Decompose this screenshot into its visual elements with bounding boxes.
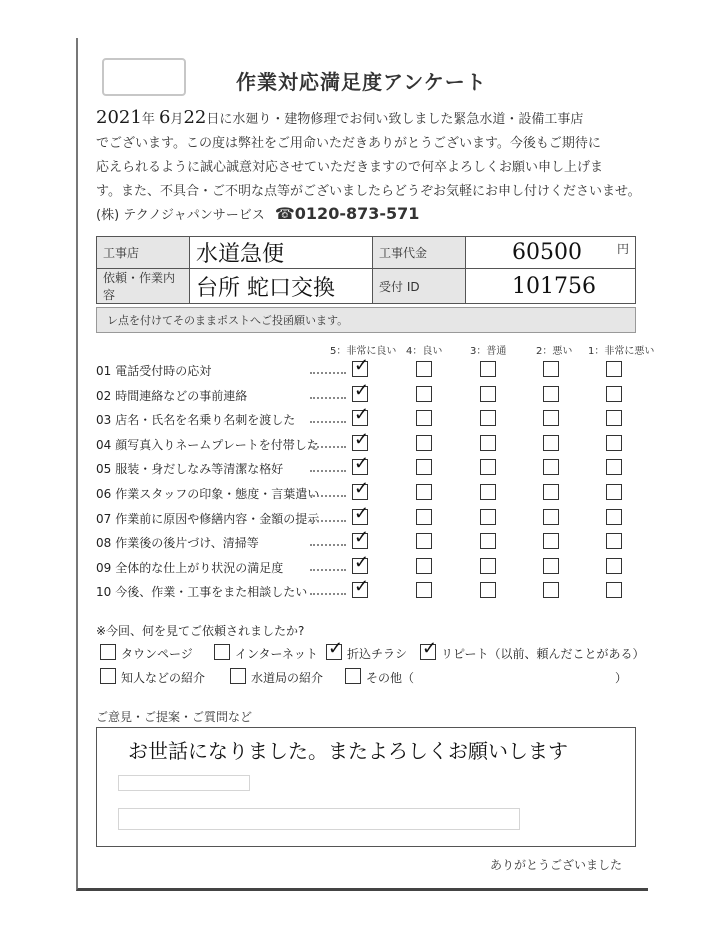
- rating-checkbox-1[interactable]: [606, 582, 622, 598]
- handwritten-day: 22: [183, 107, 207, 128]
- question-number: 08: [96, 536, 112, 551]
- rating-checkbox-4[interactable]: [416, 361, 432, 377]
- rating-check-mark: ✓: [354, 428, 370, 450]
- question-text: 作業後の後片づけ、清掃等: [115, 536, 259, 551]
- question-text: 顔写真入りネームプレートを付帯した: [115, 437, 319, 452]
- question-number: 10: [96, 585, 112, 600]
- rating-check-mark: ✓: [354, 404, 370, 426]
- question-text: 服装・身だしなみ等清潔な格好: [115, 462, 284, 477]
- leader-dots: [310, 593, 346, 595]
- rating-checkbox-2[interactable]: [543, 484, 559, 500]
- scale-3: 3：普通: [470, 346, 507, 357]
- source-checkbox-other[interactable]: [345, 668, 361, 684]
- scale-1: 1：非常に悪い: [588, 346, 655, 357]
- rating-checkbox-3[interactable]: [480, 558, 496, 574]
- intro-line-3: 応えられるように誠心誠意対応させていただきますので何卒よろしくお願い申し上げま: [96, 160, 604, 175]
- intro-text: [96, 106, 641, 204]
- id-cell[interactable]: [466, 269, 636, 304]
- intro-line-1: 2021年 6月22日に水廻り・建物修理でお伺い致しました緊急水道・設備工事店: [96, 107, 584, 128]
- id-label: 受付 ID: [373, 269, 466, 304]
- leader-dots: [310, 569, 346, 571]
- question-text: 作業前に原因や修繕内容・金額の提示: [115, 511, 320, 526]
- question-text: 全体的な仕上がり状況の満足度: [115, 560, 284, 575]
- source-checkbox-town-page[interactable]: [100, 644, 116, 660]
- intro-line-2: でございます。この度は弊社をご用命いただきありがとうございます。今後もご期待に: [96, 136, 601, 151]
- rating-checkbox-2[interactable]: [543, 361, 559, 377]
- rating-checkbox-1[interactable]: [606, 361, 622, 377]
- rating-checkbox-2[interactable]: [543, 533, 559, 549]
- phone-number: ☎0120-873-571: [274, 204, 420, 223]
- source-label-repeat: リピート（以前、頼んだことがある）: [441, 647, 645, 661]
- question-row: [96, 485, 319, 502]
- company-name: (株) テクノジャパンサービス: [96, 208, 265, 223]
- rating-checkbox-4[interactable]: [416, 509, 432, 525]
- rating-checkbox-2[interactable]: [543, 582, 559, 598]
- scale-5: 5：非常に良い: [330, 346, 397, 357]
- leader-dots: [310, 520, 346, 522]
- rating-checkbox-2[interactable]: [543, 435, 559, 451]
- source-label-town-page: タウンページ: [121, 647, 193, 661]
- rating-checkbox-4[interactable]: [416, 533, 432, 549]
- rating-checkbox-3[interactable]: [480, 361, 496, 377]
- source-label-friend: 知人などの紹介: [121, 671, 206, 685]
- rating-checkbox-2[interactable]: [543, 459, 559, 475]
- repeat-check-mark: ✓: [422, 638, 438, 659]
- rating-checkbox-1[interactable]: [606, 410, 622, 426]
- rating-check-mark: ✓: [354, 453, 370, 475]
- company-logo: [102, 58, 186, 96]
- leader-dots: [310, 470, 346, 472]
- rating-check-mark: ✓: [354, 379, 370, 401]
- rating-checkbox-4[interactable]: [416, 435, 432, 451]
- rating-check-mark: ✓: [354, 576, 370, 598]
- leader-dots: [310, 372, 346, 374]
- question-row: [96, 510, 319, 527]
- rating-checkbox-1[interactable]: [606, 484, 622, 500]
- source-label-water-bureau: 水道局の紹介: [251, 671, 324, 685]
- instruction-banner: レ点を付けてそのままポストへご投函願います。: [96, 307, 636, 333]
- question-number: 03: [96, 413, 112, 428]
- rating-checkbox-3[interactable]: [480, 435, 496, 451]
- question-row: [96, 411, 295, 428]
- faint-form-line: [118, 775, 250, 791]
- question-row: [96, 534, 259, 551]
- rating-checkbox-2[interactable]: [543, 509, 559, 525]
- id-value: 101756: [512, 273, 596, 299]
- question-number: 09: [96, 560, 112, 575]
- leader-dots: [310, 544, 346, 546]
- intro-line-4: す。また、不具合・ご不明な点等がございましたらどうぞお気軽にお申し付けくださいませ。: [96, 184, 641, 199]
- content-value[interactable]: 台所 蛇口交換: [190, 269, 373, 304]
- rating-checkbox-3[interactable]: [480, 459, 496, 475]
- cost-unit: 円: [616, 242, 629, 256]
- rating-checkbox-1[interactable]: [606, 386, 622, 402]
- rating-checkbox-3[interactable]: [480, 410, 496, 426]
- rating-check-mark: ✓: [354, 478, 370, 499]
- question-text: 店名・氏名を名乗り名刺を渡した: [115, 413, 296, 428]
- handwritten-comment: お世話になりました。またよろしくお願いします: [128, 739, 568, 763]
- rating-checkbox-4[interactable]: [416, 484, 432, 500]
- question-text: 電話受付時の応対: [115, 364, 212, 378]
- comment-title: ご意見・ご提案・ご質問など: [96, 710, 253, 724]
- question-number: 02: [96, 388, 112, 403]
- cost-label: 工事代金: [373, 237, 466, 269]
- rating-checkbox-3[interactable]: [480, 533, 496, 549]
- source-label-flyer: 折込チラシ: [347, 647, 408, 661]
- source-other-close: ）: [615, 671, 628, 685]
- source-checkbox-water-bureau[interactable]: [230, 668, 246, 684]
- leader-dots: [310, 495, 346, 497]
- source-checkbox-friend[interactable]: [100, 668, 116, 684]
- faint-form-line: [118, 808, 520, 830]
- rating-checkbox-2[interactable]: [543, 558, 559, 574]
- rating-checkbox-4[interactable]: [416, 410, 432, 426]
- rating-checkbox-3[interactable]: [480, 582, 496, 598]
- scale-2: 2：悪い: [536, 346, 573, 357]
- rating-checkbox-1[interactable]: [606, 435, 622, 451]
- shop-value[interactable]: 水道急便: [190, 237, 373, 269]
- survey-title: 作業対応満足度アンケート: [236, 70, 487, 94]
- cost-value: 60500: [512, 240, 582, 265]
- rating-checkbox-1[interactable]: [606, 509, 622, 525]
- source-label-internet: インターネット: [235, 647, 318, 661]
- rating-checkbox-4[interactable]: [416, 459, 432, 475]
- cost-cell[interactable]: [466, 237, 636, 269]
- question-row: [96, 387, 247, 404]
- shop-label: 工事店: [97, 237, 190, 269]
- question-number: 04: [96, 437, 112, 452]
- source-question: ※今回、何を見てご依頼されましたか?: [96, 624, 305, 638]
- rating-checkbox-3[interactable]: [480, 484, 496, 500]
- rating-checkbox-1[interactable]: [606, 558, 622, 574]
- question-text: 作業スタッフの印象・態度・言葉遣い: [115, 487, 320, 501]
- leader-dots: [310, 397, 346, 399]
- question-row: [96, 559, 283, 576]
- company-contact: [96, 204, 419, 223]
- rating-checkbox-4[interactable]: [416, 386, 432, 402]
- rating-check-mark: ✓: [354, 527, 370, 549]
- rating-check-mark: ✓: [354, 551, 370, 573]
- handwritten-year: 2021: [96, 107, 142, 128]
- rating-checkbox-4[interactable]: [416, 582, 432, 598]
- question-row: [96, 362, 211, 379]
- rating-checkbox-3[interactable]: [480, 509, 496, 525]
- rating-checkbox-3[interactable]: [480, 386, 496, 402]
- rating-check-mark: ✓: [354, 502, 370, 524]
- question-number: 05: [96, 462, 112, 477]
- content-label: 依頼・作業内容: [97, 269, 190, 304]
- rating-checkbox-2[interactable]: [543, 386, 559, 402]
- rating-check-mark: ✓: [354, 355, 370, 376]
- question-text: 時間連絡などの事前連絡: [115, 388, 248, 403]
- leader-dots: [310, 446, 346, 448]
- job-info-table: [96, 236, 636, 304]
- leader-dots: [310, 421, 346, 423]
- scale-4: 4：良い: [406, 346, 443, 357]
- handwritten-month: 6: [158, 107, 171, 128]
- question-number: 06: [96, 487, 112, 501]
- rating-checkbox-1[interactable]: [606, 533, 622, 549]
- question-row: [96, 460, 283, 477]
- question-text: 今後、作業・工事をまた相談したい: [115, 585, 308, 600]
- rating-checkbox-4[interactable]: [416, 558, 432, 574]
- rating-checkbox-1[interactable]: [606, 459, 622, 475]
- flyer-check-mark: ✓: [328, 638, 344, 659]
- question-row: [96, 436, 319, 453]
- question-number: 01: [96, 364, 112, 378]
- question-number: 07: [96, 511, 112, 526]
- thanks-text: ありがとうございました: [490, 858, 623, 872]
- question-row: [96, 583, 307, 600]
- source-label-other: その他（: [366, 671, 415, 685]
- rating-checkbox-2[interactable]: [543, 410, 559, 426]
- source-checkbox-internet[interactable]: [214, 644, 230, 660]
